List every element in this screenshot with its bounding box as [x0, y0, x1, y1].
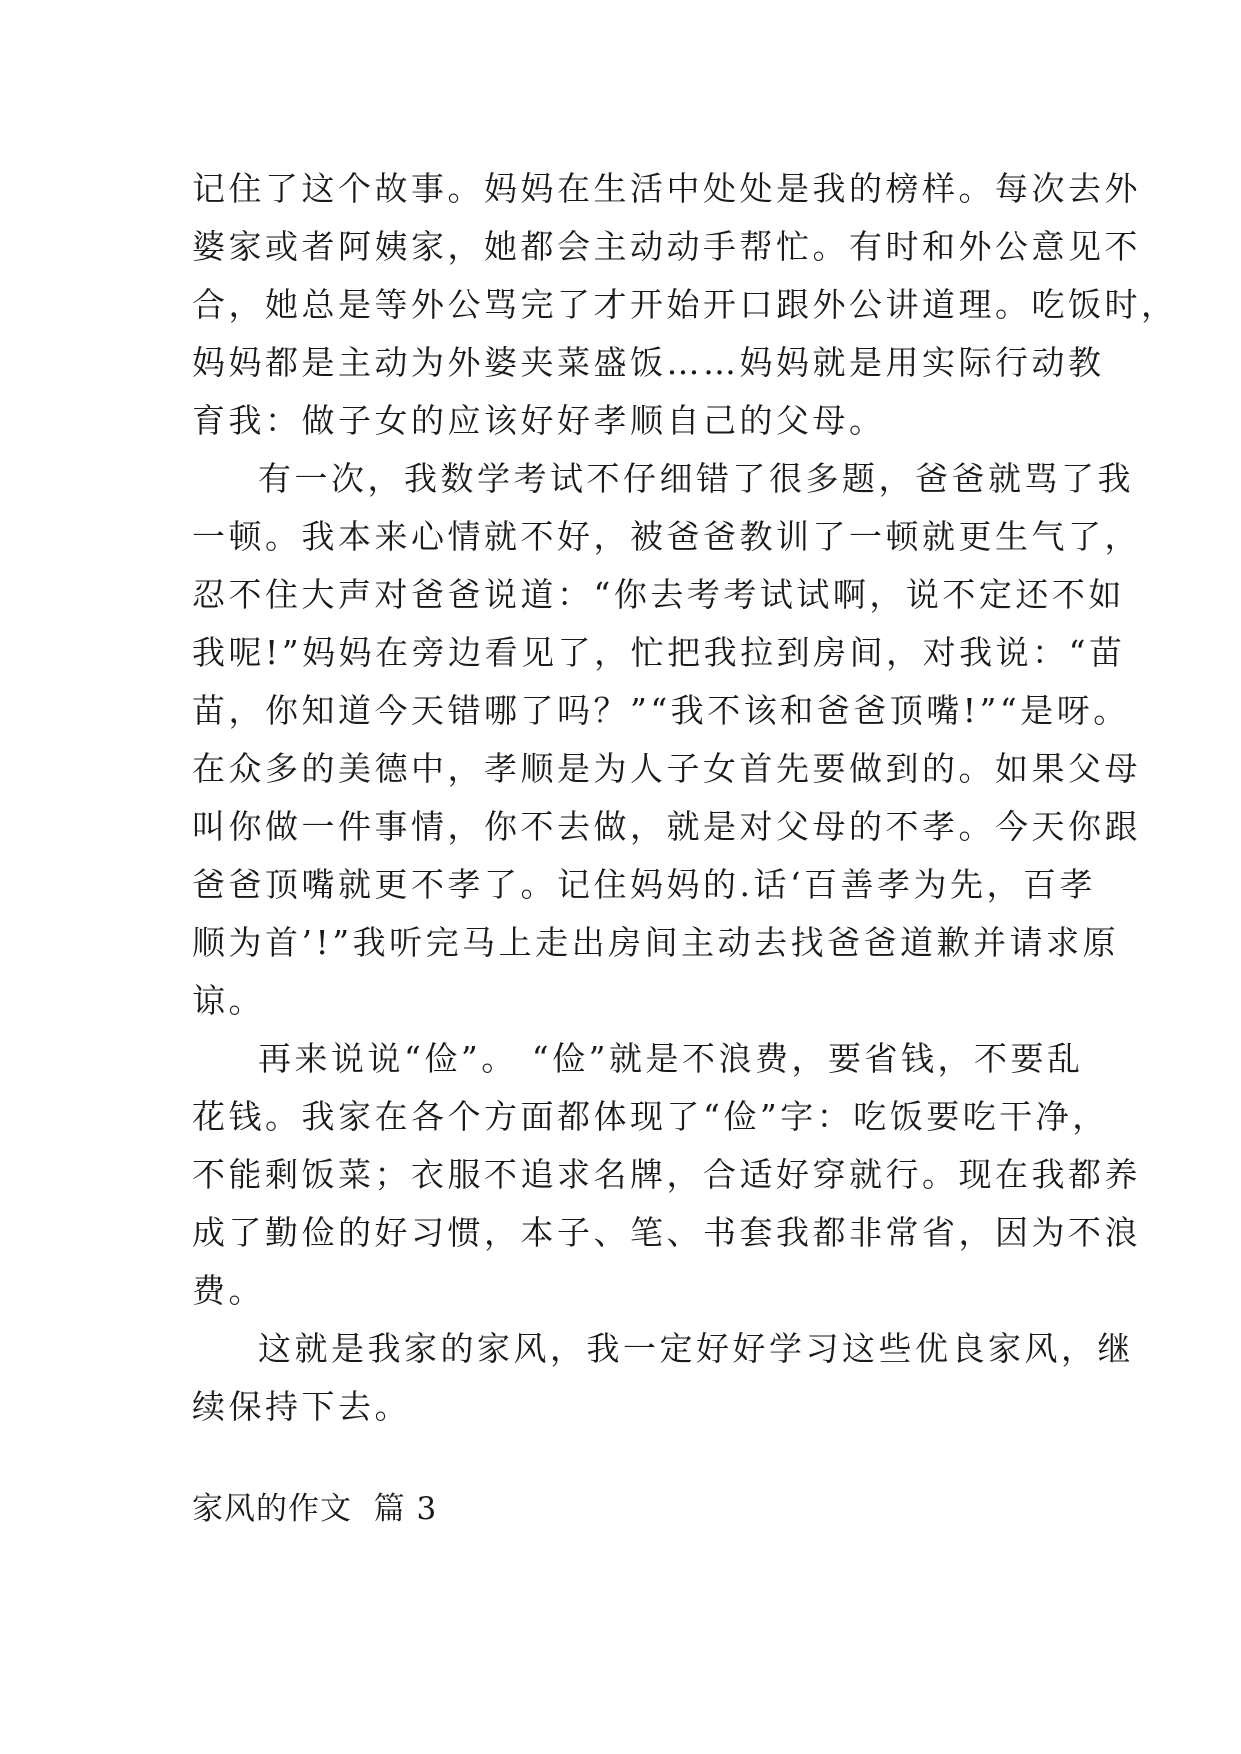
text-line: 记住了这个故事。妈妈在生活中处处是我的榜样。每次去外	[192, 169, 1141, 208]
text-line: 苗，你知道今天错哪了吗？”“我不该和爸爸顶嘴!”“是呀。	[192, 691, 1130, 730]
text-line: 续保持下去。	[192, 1387, 411, 1426]
text-line: 叫你做一件事情，你不去做，就是对父母的不孝。今天你跟	[192, 807, 1141, 846]
text-line: 忍不住大声对爸爸说道：“你去考考试试啊，说不定还不如	[192, 575, 1125, 614]
text-line: 有一次，我数学考试不仔细错了很多题，爸爸就骂了我	[258, 459, 1134, 498]
text-line: 一顿。我本来心情就不好，被爸爸教训了一顿就更生气了，	[192, 517, 1141, 556]
text-line: 费。	[192, 1271, 265, 1310]
text-line: 谅。	[192, 981, 265, 1020]
text-line: 这就是我家的家风，我一定好好学习这些优良家风，继	[258, 1329, 1134, 1368]
text-line: 在众多的美德中，孝顺是为人子女首先要做到的。如果父母	[192, 749, 1141, 788]
text-line: 不能剩饭菜；衣服不追求名牌，合适好穿就行。现在我都养	[192, 1155, 1141, 1194]
text-line: 爸爸顶嘴就更不孝了。记住妈妈的.话‘百善孝为先，百孝	[192, 865, 1096, 904]
text-line: 花钱。我家在各个方面都体现了“俭”字：吃饭要吃干净，	[192, 1097, 1109, 1136]
essay-body	[192, 160, 1178, 1436]
text-line: 妈妈都是主动为外婆夹菜盛饭……妈妈就是用实际行动教	[192, 343, 1105, 382]
section-heading: 家风的作文 篇 3	[192, 1491, 438, 1527]
text-line: 成了勤俭的好习惯，本子、笔、书套我都非常省，因为不浪	[192, 1213, 1141, 1252]
text-line: 我呢!”妈妈在旁边看见了，忙把我拉到房间，对我说：“苗	[192, 633, 1126, 672]
text-line: 合，她总是等外公骂完了才开始开口跟外公讲道理。吃饭时，	[192, 285, 1178, 324]
text-line: 育我：做子女的应该好好孝顺自己的父母。	[192, 401, 886, 440]
text-line: 顺为首’!”我听完马上走出房间主动去找爸爸道歉并请求原	[192, 923, 1120, 962]
text-line: 再来说说“俭”。 “俭”就是不浪费，要省钱，不要乱	[258, 1039, 1084, 1078]
text-line: 婆家或者阿姨家，她都会主动动手帮忙。有时和外公意见不	[192, 227, 1141, 266]
